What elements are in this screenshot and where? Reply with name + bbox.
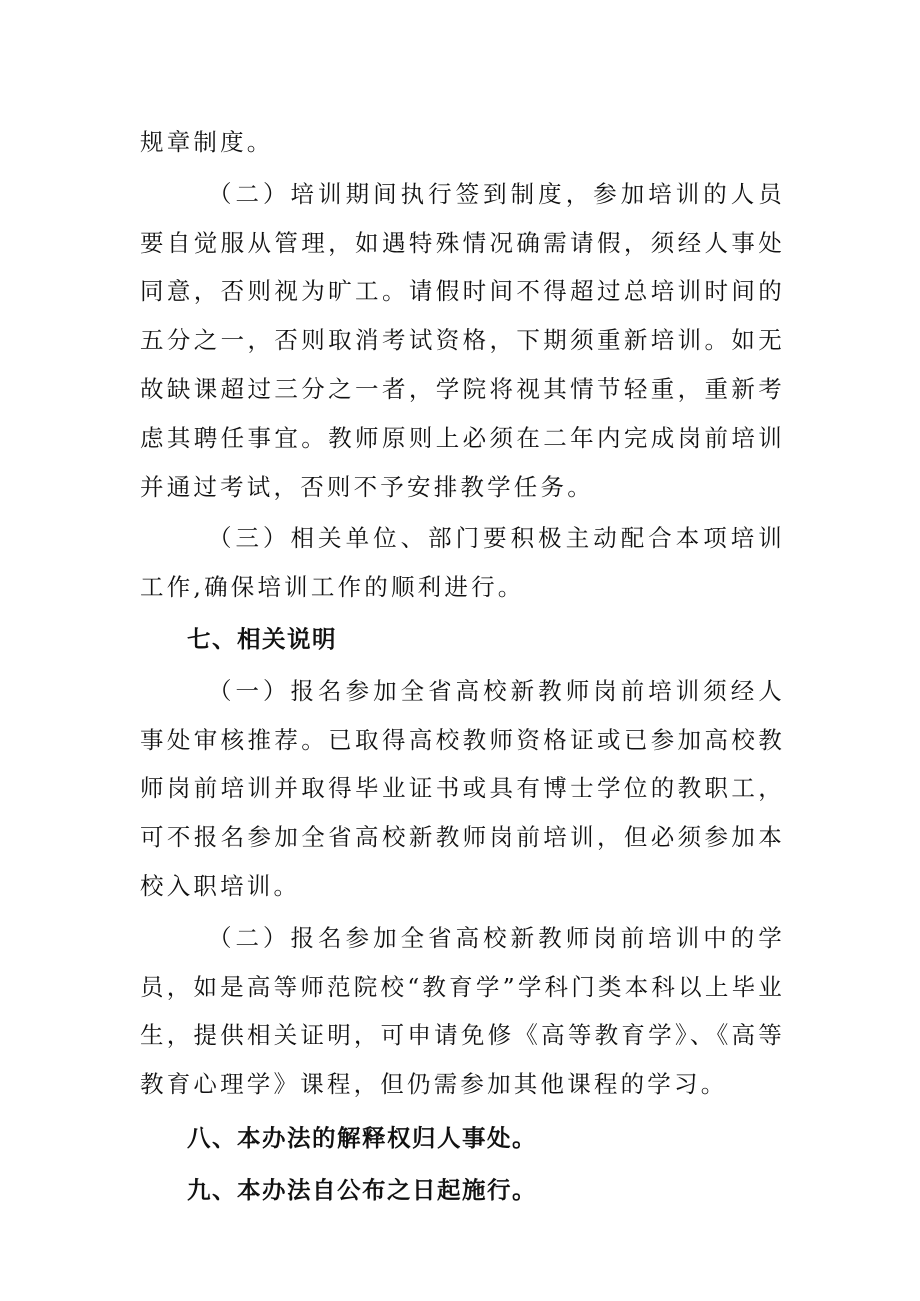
- section-heading-related-notes: 七、相关说明: [187, 624, 337, 653]
- paragraph-registration-review: （一）报名参加全省高校新教师岗前培训须经人事处审核推荐。已取得高校教师资格证或已参加高校教师岗前培训并取得毕业证书或具有博士学位的教职工，可不报名参加全省高校新教师岗前培训，但必须参加本校入职培训。: [140, 676, 785, 900]
- paragraph-department-cooperation: （三）相关单位、部门要积极主动配合本项培训工作,确保培训工作的顺利进行。: [140, 524, 785, 602]
- paragraph-continuation: 规章制度。: [140, 128, 274, 156]
- document-body: [140, 118, 785, 1215]
- paragraph-attendance-rules: （二）培训期间执行签到制度，参加培训的人员要自觉服从管理，如遇特殊情况确需请假，须经人事处同意，否则视为旷工。请假时间不得超过总培训时间的五分之一，否则取消考试资格，下期须重新培训。如无故缺课超过三分之一者，学院将视其情节轻重，重新考虑其聘任事宜。教师原则上必须在二年内完成岗前培训并通过考试，否则不予安排教学任务。: [140, 179, 785, 501]
- section-heading-interpretation: 八、本办法的解释权归人事处。: [187, 1123, 537, 1152]
- paragraph-course-exemption: （二）报名参加全省高校新教师岗前培训中的学员，如是高等师范院校“教育学”学科门类本科以上毕业生，提供相关证明，可申请免修《高等教育学》、《高等教育心理学》课程，但仍需参加其他课程的学习。: [140, 923, 785, 1099]
- section-heading-effective-date: 九、本办法自公布之日起施行。: [187, 1175, 537, 1204]
